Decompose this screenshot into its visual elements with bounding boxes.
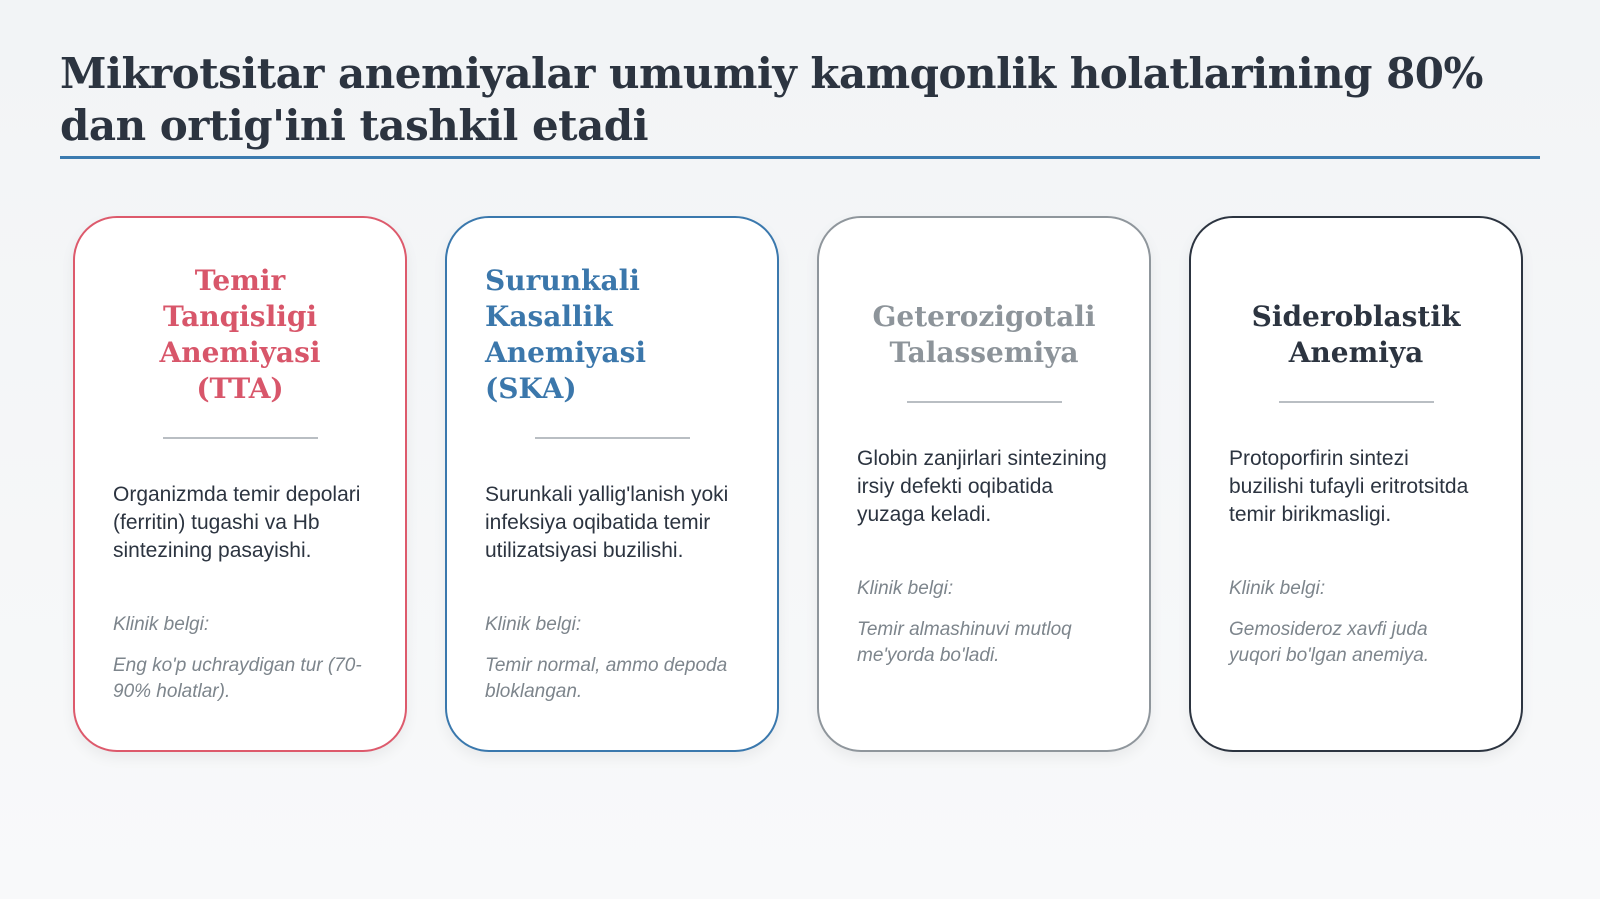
card-title: Geterozigotali Talassemiya — [872, 300, 1096, 370]
card-divider — [1279, 401, 1434, 403]
card-note: Temir normal, ammo depoda bloklangan. — [485, 654, 728, 702]
card-sideroblastik — [1189, 216, 1523, 752]
card-note: Temir almashinuvi mutloq me'yorda bo'ladi. — [857, 618, 1072, 666]
card-label: Klinik belgi: — [857, 577, 954, 599]
card-note: Gemosideroz xavfi juda yuqori bo'lgan anemiya. — [1229, 618, 1430, 666]
card-divider — [535, 437, 690, 439]
card-tta — [73, 216, 407, 752]
title-underline — [60, 156, 1540, 159]
card-description: Surunkali yallig'lanish yoki infeksiya oqibatida temir utilizatsiyasi buzilishi. — [485, 482, 729, 562]
card-divider — [163, 437, 318, 439]
slide-title: Mikrotsitar anemiyalar umumiy kamqonlik holatlarining 80% dan ortig'ini tashkil etadi — [60, 49, 1483, 150]
card-label: Klinik belgi: — [113, 613, 210, 635]
card-title: Sideroblastik Anemiya — [1251, 300, 1461, 370]
card-description: Protoporfirin sintezi buzilishi tufayli eritrotsitda temir birikmasligi. — [1229, 446, 1469, 526]
card-label: Klinik belgi: — [1229, 577, 1326, 599]
card-description: Organizmda temir depolari (ferritin) tugashi va Hb sintezining pasayishi. — [113, 482, 361, 562]
card-title: Surunkali Kasallik Anemiyasi (SKA) — [485, 264, 646, 406]
card-title: Temir Tanqisligi Anemiyasi (TTA) — [159, 264, 321, 406]
card-divider — [907, 401, 1062, 403]
card-label: Klinik belgi: — [485, 613, 582, 635]
card-ska — [445, 216, 779, 752]
card-description: Globin zanjirlari sintezining irsiy defekti oqibatida yuzaga keladi. — [857, 446, 1107, 526]
card-note: Eng ko'p uchraydigan tur (70-90% holatlar). — [113, 654, 362, 702]
card-talassemiya — [817, 216, 1151, 752]
